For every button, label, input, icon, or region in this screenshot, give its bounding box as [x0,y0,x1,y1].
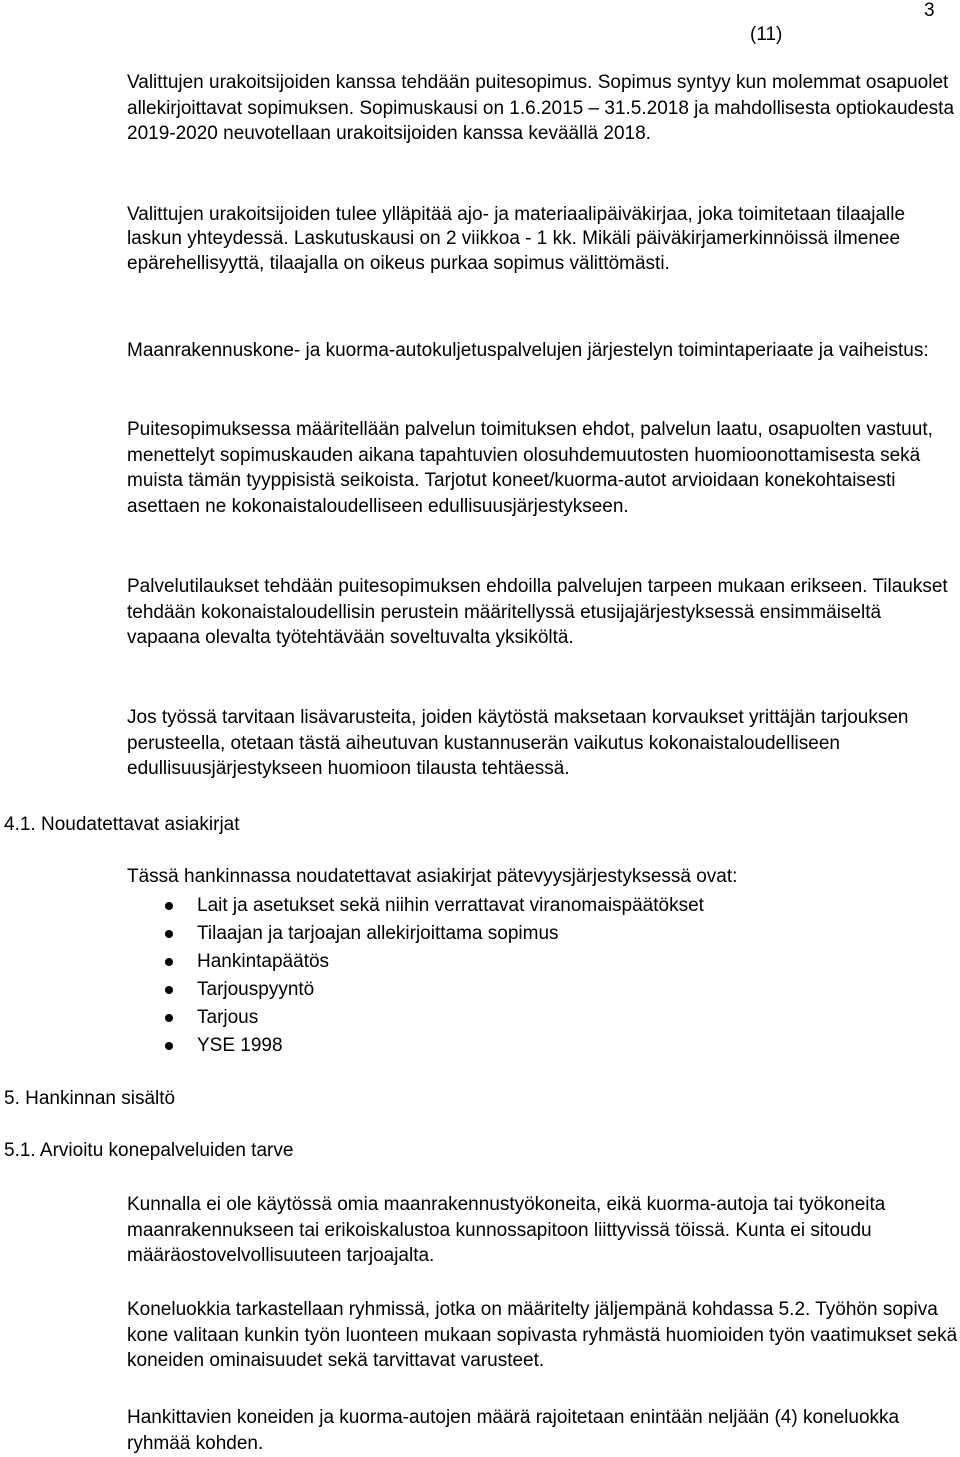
paragraph-logbook: Valittujen urakoitsijoiden tulee ylläpitää ajo- ja materiaalipäiväkirjaa, joka toimitetaan tilaajalle laskun yhteydessä. Laskutuskausi on 2 viikkoa - 1 kk. Mikäli päiväkirjamerkinnöissä ilmenee epärehellisyyttä, tilaajalla on oikeus purkaa sopimus välittömästi. [127,204,906,274]
bullet-icon [165,902,173,910]
list-item-label: Lait ja asetukset sekä niihin verrattavat viranomaispäätökset [197,895,704,916]
paragraph-municipality-equipment: Kunnalla ei ole käytössä omia maanrakennustyökoneita, eikä kuorma-autoja tai työkoneita maanrakennukseen tai erikoiskalustoa kunnossapitoon liittyvissä töissä. Kunta ei sitoudu määräostovelvollisuuteen tarjoajalta. [127,1194,886,1267]
list-item [127,976,704,1004]
paragraph-documents-intro: Tässä hankinnassa noudatettavat asiakirjat pätevyysjärjestyksessä ovat: [127,866,738,887]
bullet-icon [165,986,173,994]
documents-list [127,892,704,1060]
section-heading-machine-need: 5.1. Arvioitu konepalveluiden tarve [4,1140,294,1161]
section-heading-documents: 4.1. Noudatettavat asiakirjat [4,814,240,835]
paragraph-accessories: Jos työssä tarvitaan lisävarusteita, joiden käytöstä maksetaan korvaukset yrittäjän tarjouksen perusteella, otetaan tästä aiheutuvan kustannuserän vaikutus kokonaistaloudelliseen edullisuusjärjestykseen huomioon tilausta tehtäessä. [127,707,909,780]
page-reference: (11) [750,24,783,45]
list-item [127,920,704,948]
bullet-icon [165,1042,173,1050]
section-heading-procurement-content: 5. Hankinnan sisältö [4,1088,176,1109]
paragraph-framework-agreement: Valittujen urakoitsijoiden kanssa tehdään puitesopimus. Sopimus syntyy kun molemmat osapuolet allekirjoittavat sopimuksen. Sopimuskausi on 1.6.2015 – 31.5.2018 ja mahdollisesta optiokaudesta 2019-2020 neuvotellaan urakoitsijoiden kanssa keväällä 2018. [127,72,955,145]
list-item [127,1032,704,1060]
paragraph-principles-heading: Maanrakennuskone- ja kuorma-autokuljetuspalvelujen järjestelyn toimintaperiaate ja vaiheistus: [127,340,929,361]
page-number: 3 [924,0,935,21]
list-item [127,948,704,976]
list-item-label: Hankintapäätös [197,951,330,972]
bullet-icon [165,1014,173,1022]
paragraph-machine-classes: Koneluokkia tarkastellaan ryhmissä, jotka on määritelty jäljempänä kohdassa 5.2. Työhön sopiva kone valitaan kunkin työn luonteen mukaan sopivasta ryhmästä huomioiden työn vaatimukset sekä koneiden ominaisuudet sekä tarvittavat varusteet. [127,1299,958,1372]
list-item-label: Tilaajan ja tarjoajan allekirjoittama sopimus [197,923,559,944]
paragraph-machine-limit: Hankittavien koneiden ja kuorma-autojen määrä rajoitetaan enintään neljään (4) koneluokka ryhmää kohden. [127,1407,900,1454]
list-item [127,892,704,920]
bullet-icon [165,930,173,938]
bullet-icon [165,958,173,966]
list-item [127,1004,704,1032]
list-item-label: YSE 1998 [197,1035,283,1056]
list-item-label: Tarjouspyyntö [197,979,315,1000]
paragraph-agreement-terms: Puitesopimuksessa määritellään palvelun toimituksen ehdot, palvelun laatu, osapuolten vastuut, menettelyt sopimuskauden aikana tapahtuvien olosuhdemuutosten huomioonottamisesta sekä muista tämän tyyppisistä seikoista. Tarjotut koneet/kuorma-autot arvioidaan konekohtaisesti asettaen ne kokonaistaloudelliseen edullisuusjärjestykseen. [127,419,933,517]
paragraph-service-orders: Palvelutilaukset tehdään puitesopimuksen ehdoilla palvelujen tarpeen mukaan erikseen. Tilaukset tehdään kokonaistaloudellisin perustein määritellyssä etusijajärjestyksessä ensimmäiseltä vapaana olevalta työtehtävään soveltuvalta yksiköltä. [127,576,948,649]
list-item-label: Tarjous [197,1007,259,1028]
